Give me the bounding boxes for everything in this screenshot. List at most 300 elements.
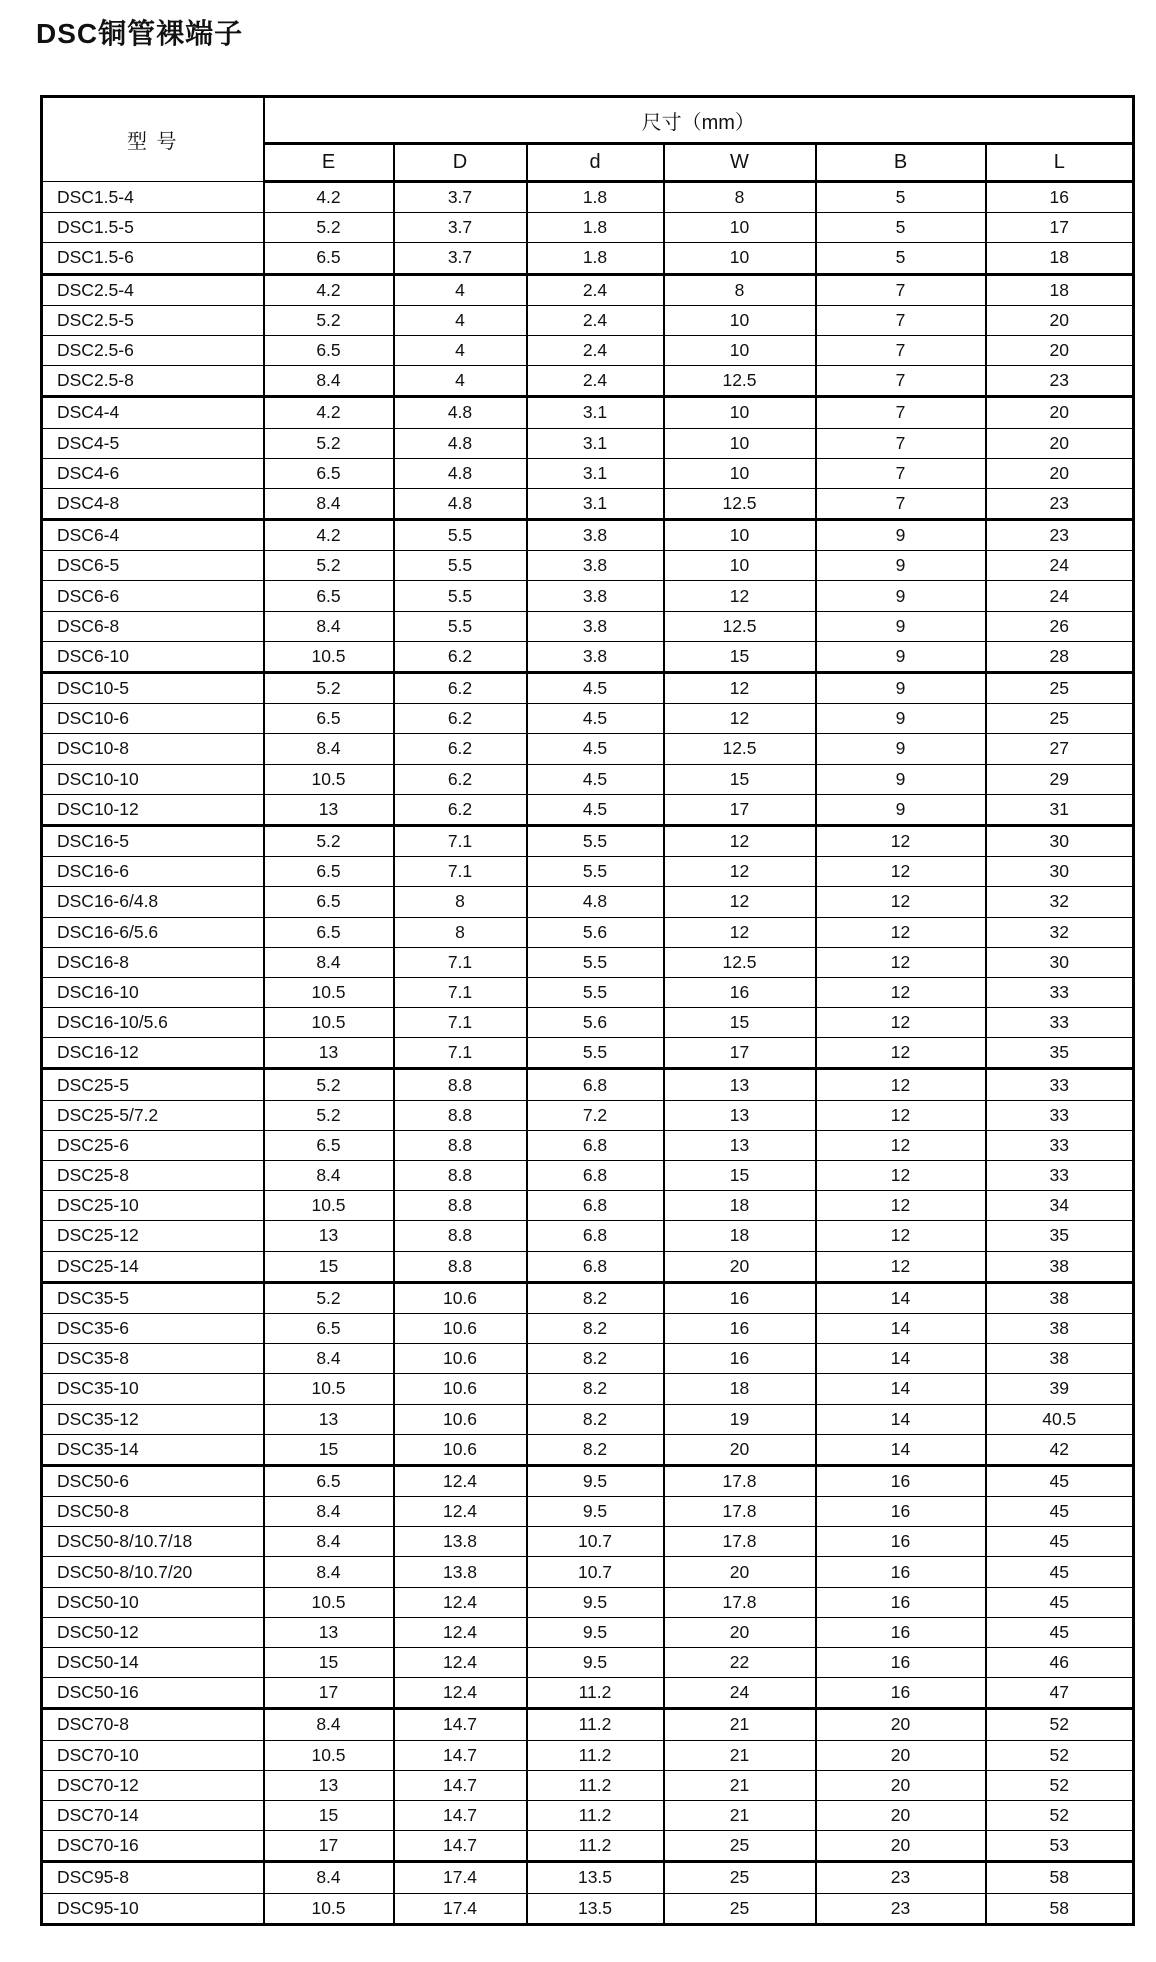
table-row (42, 1527, 1134, 1557)
value-cell: 14 (816, 1434, 986, 1465)
value-cell: 10 (664, 213, 816, 243)
model-cell: DSC10-6 (42, 704, 264, 734)
value-cell: 17.4 (394, 1893, 527, 1924)
model-cell: DSC95-8 (42, 1862, 264, 1893)
value-cell: 8.4 (264, 1161, 394, 1191)
value-cell: 4 (394, 274, 527, 305)
value-cell: 10.5 (264, 977, 394, 1007)
table-row (42, 947, 1134, 977)
value-cell: 12 (664, 825, 816, 856)
value-cell: 16 (816, 1497, 986, 1527)
value-cell: 3.1 (527, 397, 664, 428)
value-cell: 4.8 (394, 488, 527, 519)
value-cell: 6.5 (264, 857, 394, 887)
value-cell: 28 (986, 641, 1134, 672)
value-cell: 23 (986, 520, 1134, 551)
table-row (42, 1038, 1134, 1069)
model-cell: DSC25-10 (42, 1191, 264, 1221)
value-cell: 6.5 (264, 243, 394, 274)
value-cell: 9.5 (527, 1497, 664, 1527)
value-cell: 18 (986, 243, 1134, 274)
value-cell: 5.5 (527, 825, 664, 856)
value-cell: 17 (664, 1038, 816, 1069)
value-cell: 12 (816, 1251, 986, 1282)
value-cell: 9 (816, 794, 986, 825)
value-cell: 7.2 (527, 1100, 664, 1130)
model-cell: DSC50-6 (42, 1465, 264, 1496)
value-cell: 10.7 (527, 1557, 664, 1587)
value-cell: 7 (816, 397, 986, 428)
value-cell: 6.5 (264, 458, 394, 488)
table-row (42, 1313, 1134, 1343)
value-cell: 33 (986, 977, 1134, 1007)
value-cell: 17.8 (664, 1465, 816, 1496)
value-cell: 10 (664, 335, 816, 365)
value-cell: 23 (986, 488, 1134, 519)
value-cell: 12.5 (664, 611, 816, 641)
value-cell: 4.5 (527, 794, 664, 825)
value-cell: 15 (664, 1008, 816, 1038)
table-row (42, 1100, 1134, 1130)
value-cell: 20 (816, 1770, 986, 1800)
value-cell: 15 (664, 764, 816, 794)
model-cell: DSC6-4 (42, 520, 264, 551)
value-cell: 12.4 (394, 1587, 527, 1617)
value-cell: 20 (816, 1800, 986, 1830)
value-cell: 8.4 (264, 366, 394, 397)
value-cell: 7.1 (394, 825, 527, 856)
value-cell: 14 (816, 1404, 986, 1434)
value-cell: 3.8 (527, 641, 664, 672)
value-cell: 6.5 (264, 1313, 394, 1343)
value-cell: 32 (986, 887, 1134, 917)
value-cell: 4.8 (394, 428, 527, 458)
value-cell: 12 (816, 857, 986, 887)
value-cell: 4.2 (264, 520, 394, 551)
value-cell: 12.4 (394, 1617, 527, 1647)
model-cell: DSC1.5-4 (42, 182, 264, 213)
model-cell: DSC16-8 (42, 947, 264, 977)
value-cell: 29 (986, 764, 1134, 794)
model-cell: DSC2.5-6 (42, 335, 264, 365)
col-header-B: B (816, 144, 986, 182)
value-cell: 52 (986, 1740, 1134, 1770)
value-cell: 20 (986, 397, 1134, 428)
value-cell: 3.8 (527, 551, 664, 581)
value-cell: 5.5 (394, 611, 527, 641)
table-row (42, 366, 1134, 397)
value-cell: 7.1 (394, 947, 527, 977)
value-cell: 18 (664, 1374, 816, 1404)
value-cell: 9 (816, 520, 986, 551)
value-cell: 2.4 (527, 274, 664, 305)
value-cell: 21 (664, 1709, 816, 1740)
value-cell: 10.6 (394, 1282, 527, 1313)
value-cell: 21 (664, 1770, 816, 1800)
value-cell: 45 (986, 1617, 1134, 1647)
value-cell: 10.5 (264, 1374, 394, 1404)
value-cell: 8.4 (264, 1709, 394, 1740)
value-cell: 10.5 (264, 1008, 394, 1038)
value-cell: 17.8 (664, 1497, 816, 1527)
value-cell: 3.8 (527, 611, 664, 641)
value-cell: 25 (986, 704, 1134, 734)
value-cell: 3.7 (394, 213, 527, 243)
value-cell: 45 (986, 1527, 1134, 1557)
value-cell: 6.8 (527, 1130, 664, 1160)
model-cell: DSC25-6 (42, 1130, 264, 1160)
model-cell: DSC25-14 (42, 1251, 264, 1282)
table-row (42, 1862, 1134, 1893)
value-cell: 8.4 (264, 1344, 394, 1374)
table-row (42, 1617, 1134, 1647)
value-cell: 10.5 (264, 1587, 394, 1617)
value-cell: 8.2 (527, 1374, 664, 1404)
model-cell: DSC50-10 (42, 1587, 264, 1617)
value-cell: 8.2 (527, 1404, 664, 1434)
value-cell: 13 (264, 1221, 394, 1251)
model-cell: DSC16-10 (42, 977, 264, 1007)
value-cell: 5.6 (527, 917, 664, 947)
model-cell: DSC35-14 (42, 1434, 264, 1465)
value-cell: 9 (816, 641, 986, 672)
value-cell: 16 (664, 1313, 816, 1343)
value-cell: 21 (664, 1740, 816, 1770)
table-row (42, 1465, 1134, 1496)
value-cell: 5.2 (264, 551, 394, 581)
table-row (42, 1557, 1134, 1587)
value-cell: 11.2 (527, 1740, 664, 1770)
model-cell: DSC95-10 (42, 1893, 264, 1924)
value-cell: 12 (816, 917, 986, 947)
value-cell: 27 (986, 734, 1134, 764)
value-cell: 14 (816, 1282, 986, 1313)
model-cell: DSC10-8 (42, 734, 264, 764)
value-cell: 12 (816, 1191, 986, 1221)
value-cell: 12 (816, 1069, 986, 1100)
table-row (42, 1831, 1134, 1862)
value-cell: 5.2 (264, 1100, 394, 1130)
value-cell: 21 (664, 1800, 816, 1830)
value-cell: 8.2 (527, 1344, 664, 1374)
table-row (42, 611, 1134, 641)
value-cell: 20 (986, 335, 1134, 365)
value-cell: 9.5 (527, 1648, 664, 1678)
value-cell: 4.5 (527, 734, 664, 764)
value-cell: 16 (816, 1648, 986, 1678)
table-row (42, 1191, 1134, 1221)
value-cell: 5.2 (264, 825, 394, 856)
col-header-W: W (664, 144, 816, 182)
value-cell: 12 (816, 887, 986, 917)
value-cell: 4.5 (527, 764, 664, 794)
value-cell: 10.6 (394, 1434, 527, 1465)
value-cell: 20 (816, 1740, 986, 1770)
value-cell: 10 (664, 458, 816, 488)
value-cell: 7 (816, 458, 986, 488)
value-cell: 35 (986, 1221, 1134, 1251)
value-cell: 10.5 (264, 1191, 394, 1221)
value-cell: 8.4 (264, 611, 394, 641)
value-cell: 16 (816, 1587, 986, 1617)
value-cell: 10 (664, 551, 816, 581)
value-cell: 23 (986, 366, 1134, 397)
value-cell: 8.8 (394, 1251, 527, 1282)
value-cell: 24 (664, 1678, 816, 1709)
value-cell: 23 (816, 1893, 986, 1924)
value-cell: 18 (664, 1221, 816, 1251)
model-cell: DSC4-5 (42, 428, 264, 458)
table-row (42, 641, 1134, 672)
model-cell: DSC25-8 (42, 1161, 264, 1191)
table-row (42, 305, 1134, 335)
model-cell: DSC2.5-8 (42, 366, 264, 397)
value-cell: 3.8 (527, 581, 664, 611)
value-cell: 5.5 (527, 857, 664, 887)
value-cell: 4 (394, 335, 527, 365)
value-cell: 8.2 (527, 1313, 664, 1343)
value-cell: 14 (816, 1313, 986, 1343)
model-cell: DSC25-12 (42, 1221, 264, 1251)
value-cell: 3.1 (527, 458, 664, 488)
value-cell: 33 (986, 1069, 1134, 1100)
value-cell: 17.8 (664, 1527, 816, 1557)
value-cell: 13 (664, 1130, 816, 1160)
model-cell: DSC16-10/5.6 (42, 1008, 264, 1038)
value-cell: 20 (664, 1617, 816, 1647)
value-cell: 10.5 (264, 641, 394, 672)
value-cell: 10.6 (394, 1313, 527, 1343)
value-cell: 7 (816, 335, 986, 365)
model-cell: DSC50-14 (42, 1648, 264, 1678)
model-cell: DSC10-5 (42, 673, 264, 704)
value-cell: 6.2 (394, 794, 527, 825)
value-cell: 15 (264, 1434, 394, 1465)
value-cell: 6.5 (264, 581, 394, 611)
table-row (42, 1434, 1134, 1465)
value-cell: 13.8 (394, 1527, 527, 1557)
value-cell: 12 (664, 857, 816, 887)
model-cell: DSC70-10 (42, 1740, 264, 1770)
model-cell: DSC16-6/5.6 (42, 917, 264, 947)
model-cell: DSC6-10 (42, 641, 264, 672)
value-cell: 12 (664, 704, 816, 734)
value-cell: 11.2 (527, 1770, 664, 1800)
model-cell: DSC1.5-6 (42, 243, 264, 274)
value-cell: 11.2 (527, 1800, 664, 1830)
value-cell: 5.5 (394, 581, 527, 611)
value-cell: 20 (664, 1251, 816, 1282)
table-row (42, 825, 1134, 856)
model-cell: DSC10-12 (42, 794, 264, 825)
col-header-D: D (394, 144, 527, 182)
table-row (42, 488, 1134, 519)
table-row (42, 1344, 1134, 1374)
value-cell: 12.5 (664, 366, 816, 397)
value-cell: 20 (664, 1557, 816, 1587)
value-cell: 10.5 (264, 1740, 394, 1770)
value-cell: 7.1 (394, 977, 527, 1007)
value-cell: 8 (394, 887, 527, 917)
value-cell: 38 (986, 1282, 1134, 1313)
model-cell: DSC35-8 (42, 1344, 264, 1374)
value-cell: 12 (664, 581, 816, 611)
value-cell: 8.4 (264, 734, 394, 764)
table-row (42, 428, 1134, 458)
value-cell: 13.5 (527, 1862, 664, 1893)
model-cell: DSC16-6/4.8 (42, 887, 264, 917)
value-cell: 6.8 (527, 1161, 664, 1191)
model-cell: DSC2.5-4 (42, 274, 264, 305)
value-cell: 10.6 (394, 1404, 527, 1434)
value-cell: 5.6 (527, 1008, 664, 1038)
value-cell: 6.8 (527, 1251, 664, 1282)
value-cell: 20 (986, 428, 1134, 458)
value-cell: 7.1 (394, 1008, 527, 1038)
value-cell: 52 (986, 1800, 1134, 1830)
value-cell: 4.2 (264, 182, 394, 213)
value-cell: 58 (986, 1862, 1134, 1893)
value-cell: 8.4 (264, 1527, 394, 1557)
value-cell: 6.8 (527, 1221, 664, 1251)
value-cell: 3.1 (527, 428, 664, 458)
value-cell: 1.8 (527, 243, 664, 274)
value-cell: 15 (664, 641, 816, 672)
value-cell: 46 (986, 1648, 1134, 1678)
value-cell: 17 (264, 1831, 394, 1862)
value-cell: 5.2 (264, 428, 394, 458)
table-row (42, 335, 1134, 365)
value-cell: 14 (816, 1374, 986, 1404)
model-cell: DSC50-8/10.7/20 (42, 1557, 264, 1587)
value-cell: 6.5 (264, 704, 394, 734)
value-cell: 2.4 (527, 366, 664, 397)
value-cell: 42 (986, 1434, 1134, 1465)
model-cell: DSC50-12 (42, 1617, 264, 1647)
value-cell: 16 (816, 1557, 986, 1587)
value-cell: 12 (816, 1008, 986, 1038)
table-row (42, 1161, 1134, 1191)
value-cell: 14.7 (394, 1770, 527, 1800)
value-cell: 20 (664, 1434, 816, 1465)
table-row (42, 1678, 1134, 1709)
value-cell: 16 (816, 1465, 986, 1496)
value-cell: 12 (664, 887, 816, 917)
model-cell: DSC70-14 (42, 1800, 264, 1830)
value-cell: 6.5 (264, 1130, 394, 1160)
table-row (42, 1404, 1134, 1434)
value-cell: 12.4 (394, 1465, 527, 1496)
value-cell: 14.7 (394, 1800, 527, 1830)
value-cell: 30 (986, 825, 1134, 856)
value-cell: 9.5 (527, 1617, 664, 1647)
value-cell: 5 (816, 243, 986, 274)
value-cell: 34 (986, 1191, 1134, 1221)
value-cell: 2.4 (527, 305, 664, 335)
model-cell: DSC4-6 (42, 458, 264, 488)
value-cell: 9 (816, 734, 986, 764)
value-cell: 8.8 (394, 1130, 527, 1160)
value-cell: 7.1 (394, 1038, 527, 1069)
model-cell: DSC70-12 (42, 1770, 264, 1800)
value-cell: 5 (816, 182, 986, 213)
value-cell: 23 (816, 1862, 986, 1893)
value-cell: 6.5 (264, 335, 394, 365)
value-cell: 8.8 (394, 1100, 527, 1130)
value-cell: 33 (986, 1008, 1134, 1038)
value-cell: 10 (664, 397, 816, 428)
value-cell: 17 (986, 213, 1134, 243)
value-cell: 8.8 (394, 1221, 527, 1251)
value-cell: 10 (664, 428, 816, 458)
value-cell: 33 (986, 1100, 1134, 1130)
table-row (42, 1587, 1134, 1617)
table-row (42, 794, 1134, 825)
value-cell: 12.4 (394, 1648, 527, 1678)
table-row (42, 551, 1134, 581)
value-cell: 3.1 (527, 488, 664, 519)
value-cell: 7 (816, 488, 986, 519)
value-cell: 13 (664, 1069, 816, 1100)
value-cell: 12.5 (664, 947, 816, 977)
value-cell: 6.8 (527, 1069, 664, 1100)
value-cell: 40.5 (986, 1404, 1134, 1434)
value-cell: 14.7 (394, 1740, 527, 1770)
table-row (42, 764, 1134, 794)
value-cell: 35 (986, 1038, 1134, 1069)
table-row (42, 1130, 1134, 1160)
model-cell: DSC35-5 (42, 1282, 264, 1313)
value-cell: 12 (664, 917, 816, 947)
value-cell: 12.5 (664, 734, 816, 764)
value-cell: 6.8 (527, 1191, 664, 1221)
value-cell: 47 (986, 1678, 1134, 1709)
value-cell: 8.4 (264, 1557, 394, 1587)
value-cell: 25 (664, 1893, 816, 1924)
value-cell: 16 (816, 1617, 986, 1647)
value-cell: 12.4 (394, 1678, 527, 1709)
value-cell: 4.2 (264, 274, 394, 305)
table-row (42, 887, 1134, 917)
value-cell: 38 (986, 1344, 1134, 1374)
table-body (42, 182, 1134, 1925)
value-cell: 15 (664, 1161, 816, 1191)
table-row (42, 520, 1134, 551)
value-cell: 9 (816, 581, 986, 611)
table-row (42, 581, 1134, 611)
table-row (42, 734, 1134, 764)
model-cell: DSC35-6 (42, 1313, 264, 1343)
value-cell: 3.7 (394, 182, 527, 213)
model-cell: DSC10-10 (42, 764, 264, 794)
value-cell: 18 (664, 1191, 816, 1221)
table-row (42, 977, 1134, 1007)
value-cell: 7 (816, 366, 986, 397)
value-cell: 15 (264, 1251, 394, 1282)
value-cell: 9.5 (527, 1465, 664, 1496)
value-cell: 8.8 (394, 1069, 527, 1100)
value-cell: 12 (816, 1221, 986, 1251)
value-cell: 13 (264, 794, 394, 825)
value-cell: 25 (664, 1831, 816, 1862)
model-cell: DSC50-8/10.7/18 (42, 1527, 264, 1557)
value-cell: 5.2 (264, 213, 394, 243)
value-cell: 38 (986, 1313, 1134, 1343)
table-row (42, 1069, 1134, 1100)
value-cell: 9 (816, 551, 986, 581)
value-cell: 33 (986, 1161, 1134, 1191)
value-cell: 10.5 (264, 1893, 394, 1924)
